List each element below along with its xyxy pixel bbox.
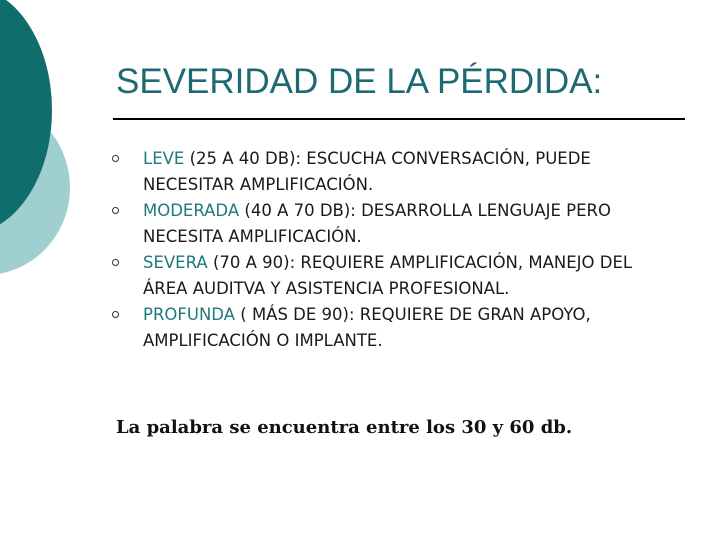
slide-title: SEVERIDAD DE LA PÉRDIDA: (116, 62, 603, 101)
severity-description: (40 A 70 DB): DESARROLLA LENGUAJE PERO NECESITA AMPLIFICACIÓN. (143, 201, 611, 246)
severity-level-label: MODERADA (143, 201, 240, 220)
severity-description: (25 A 40 DB): ESCUCHA CONVERSACIÓN, PUEDE NECESITAR AMPLIFICACIÓN. (143, 149, 591, 194)
severity-description: ( MÁS DE 90): REQUIERE DE GRAN APOYO, AMPLIFICACIÓN O IMPLANTE. (143, 305, 591, 350)
severity-level-label: LEVE (143, 149, 185, 168)
title-divider (113, 118, 685, 120)
circle-bullet-icon (112, 207, 119, 214)
severity-list (110, 146, 680, 354)
circle-bullet-icon (112, 311, 119, 318)
footer-note: La palabra se encuentra entre los 30 y 60 db. (116, 417, 573, 438)
list-item-profunda (110, 302, 680, 354)
circle-bullet-icon (112, 259, 119, 266)
severity-level-label: SEVERA (143, 253, 208, 272)
circle-bullet-icon (112, 155, 119, 162)
list-item-moderada (110, 198, 680, 250)
severity-level-label: PROFUNDA (143, 305, 236, 324)
severity-description: (70 A 90): REQUIERE AMPLIFICACIÓN, MANEJO DEL ÁREA AUDITVA Y ASISTENCIA PROFESIONAL. (143, 253, 633, 298)
list-item-leve (110, 146, 680, 198)
list-item-severa (110, 250, 680, 302)
